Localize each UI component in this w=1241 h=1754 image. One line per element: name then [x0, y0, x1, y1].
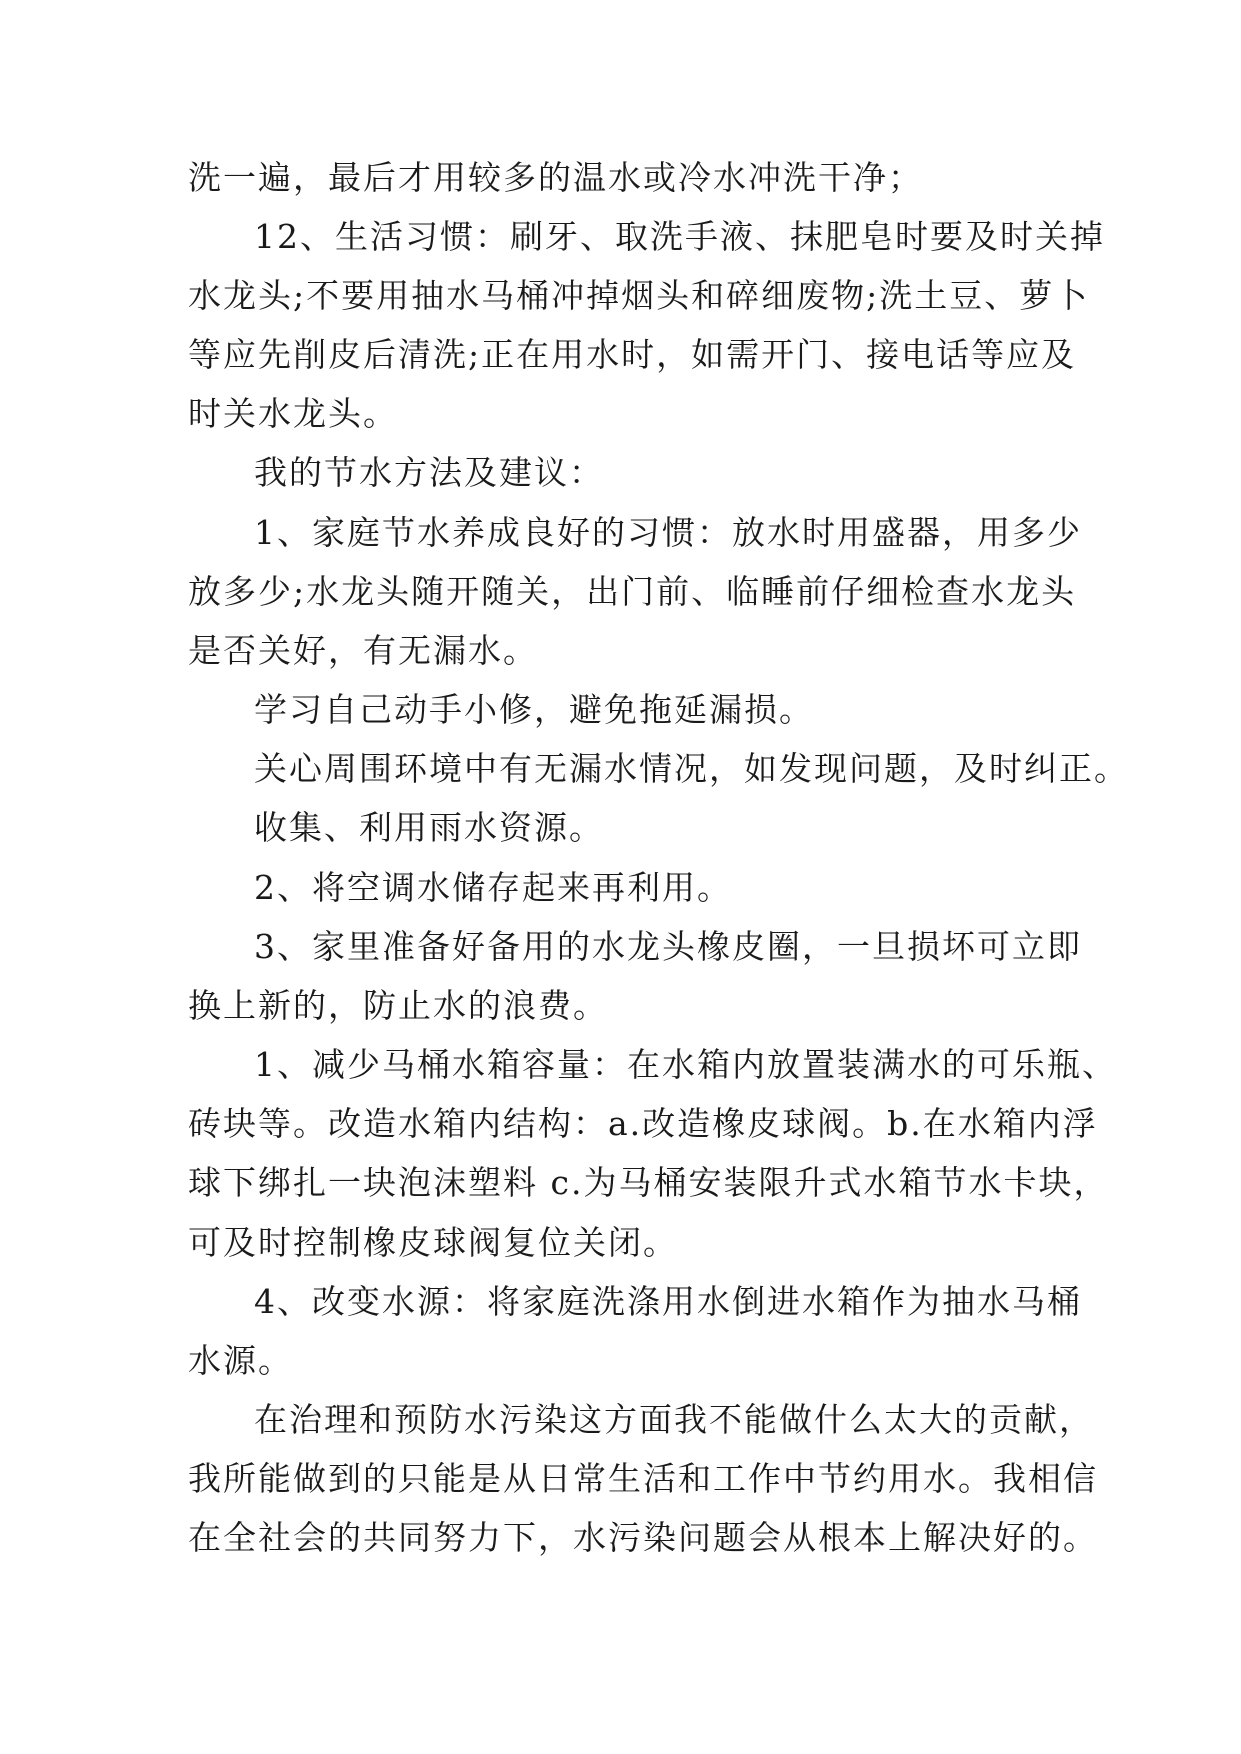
text-line: 1、减少马桶水箱容量：在水箱内放置装满水的可乐瓶、	[254, 1045, 1117, 1084]
text-line: 水龙头;不要用抽水马桶冲掉烟头和碎细废物;洗土豆、萝卜	[188, 276, 1090, 315]
text-line: 在全社会的共同努力下，水污染问题会从根本上解决好的。	[188, 1518, 1098, 1557]
text-line: 球下绑扎一块泡沫塑料 c.为马桶安装限升式水箱节水卡块，	[188, 1163, 1109, 1202]
text-line: 在治理和预防水污染这方面我不能做什么太大的贡献，	[254, 1400, 1094, 1439]
text-line: 我所能做到的只能是从日常生活和工作中节约用水。我相信	[188, 1459, 1098, 1498]
text-line: 收集、利用雨水资源。	[254, 808, 604, 847]
text-line: 水源。	[188, 1341, 293, 1380]
text-line: 我的节水方法及建议：	[254, 453, 604, 492]
text-line: 是否关好，有无漏水。	[188, 631, 538, 670]
text-line: 等应先削皮后清洗;正在用水时，如需开门、接电话等应及	[188, 335, 1077, 374]
text-line: 洗一遍，最后才用较多的温水或冷水冲洗干净；	[188, 158, 923, 197]
text-line: 2、将空调水储存起来再利用。	[254, 868, 732, 907]
text-line: 换上新的，防止水的浪费。	[188, 986, 608, 1025]
text-line: 4、改变水源：将家庭洗涤用水倒进水箱作为抽水马桶	[254, 1282, 1082, 1321]
text-line: 砖块等。改造水箱内结构：a.改造橡皮球阀。b.在水箱内浮	[188, 1104, 1098, 1143]
text-line: 时关水龙头。	[188, 394, 398, 433]
text-line: 12、生活习惯：刷牙、取洗手液、抹肥皂时要及时关掉	[254, 217, 1105, 256]
text-line: 1、家庭节水养成良好的习惯：放水时用盛器，用多少	[254, 513, 1082, 552]
text-line: 3、家里准备好备用的水龙头橡皮圈，一旦损坏可立即	[254, 927, 1082, 966]
text-line: 学习自己动手小修，避免拖延漏损。	[254, 690, 814, 729]
text-line: 可及时控制橡皮球阀复位关闭。	[188, 1223, 678, 1262]
text-line: 关心周围环境中有无漏水情况，如发现问题，及时纠正。	[254, 749, 1129, 788]
text-line: 放多少;水龙头随开随关，出门前、临睡前仔细检查水龙头	[188, 572, 1077, 611]
